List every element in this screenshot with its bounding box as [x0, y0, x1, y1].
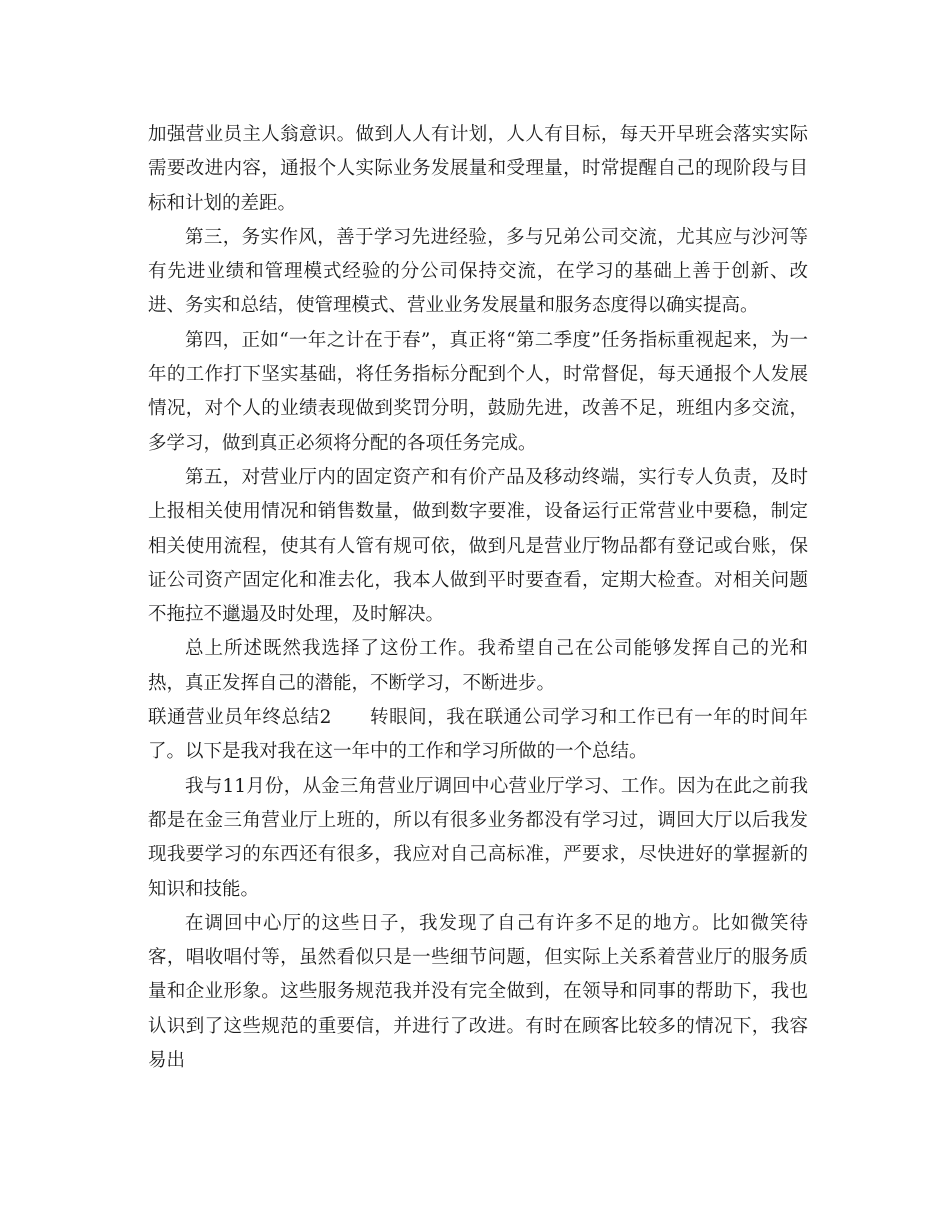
section-heading: 联通营业员年终总结2: [148, 707, 332, 729]
section-intro: 转眼间，我在联通公司学习和工作已有一年的时间年了。以下是我对我在这一年中的工作和学习所做的一个总结。: [148, 707, 808, 763]
paragraph: 我与11月份，从金三角营业厅调回中心营业厅学习、工作。因为在此之前我都是在金三角营业厅上班的，所以有很多业务都没有学习过，调回大厅以后我发现我要学习的东西还有很多，我应对自己高标准，严要求，尽快进好的掌握新的知识和技能。: [148, 775, 808, 900]
document-body: [148, 118, 808, 1078]
heading-gap: [331, 707, 370, 728]
paragraph: 加强营业员主人翁意识。做到人人有计划，人人有目标，每天开早班会落实实际需要改进内容，通报个人实际业务发展量和受理量，时常提醒自己的现阶段与目标和计划的差距。: [148, 124, 808, 214]
paragraph: 总上所述既然我选择了这份工作。我希望自己在公司能够发挥自己的光和热，真正发挥自己的潜能，不断学习，不断进步。: [148, 638, 808, 694]
paragraph: 第五，对营业厅内的固定资产和有价产品及移动终端，实行专人负责，及时上报相关使用情况和销售数量，做到数字要准，设备运行正常营业中要稳，制定相关使用流程，使其有人管有规可依，做到凡是营业厅物品都有登记或台账，保证公司资产固定化和准去化，我本人做到平时要查看，定期大检查。对相关问题不拖拉不邋遢及时处理，及时解决。: [148, 466, 808, 626]
paragraph: 第三，务实作风，善于学习先进经验，多与兄弟公司交流，尤其应与沙河等有先进业绩和管理模式经验的分公司保持交流，在学习的基础上善于创新、改进、务实和总结，使管理模式、营业业务发展量和服务态度得以确实提高。: [148, 226, 808, 317]
paragraph: 在调回中心厅的这些日子，我发现了自己有许多不足的地方。比如微笑待客，唱收唱付等，虽然看似只是一些细节问题，但实际上关系着营业厅的服务质量和企业形象。这些服务规范我并没有完全做到，在领导和同事的帮助下，我也认识到了这些规范的重要信，并进行了改进。有时在顾客比较多的情况下，我容易出: [148, 912, 808, 1072]
section-paragraph: [148, 701, 808, 770]
paragraph: 第四，正如“一年之计在于春”，真正将“第二季度”任务指标重视起来，为一年的工作打下坚实基础，将任务指标分配到个人，时常督促，每天通报个人发展情况，对个人的业绩表现做到奖罚分明，鼓励先进，改善不足，班组内多交流，多学习，做到真正必须将分配的各项任务完成。: [148, 329, 808, 454]
